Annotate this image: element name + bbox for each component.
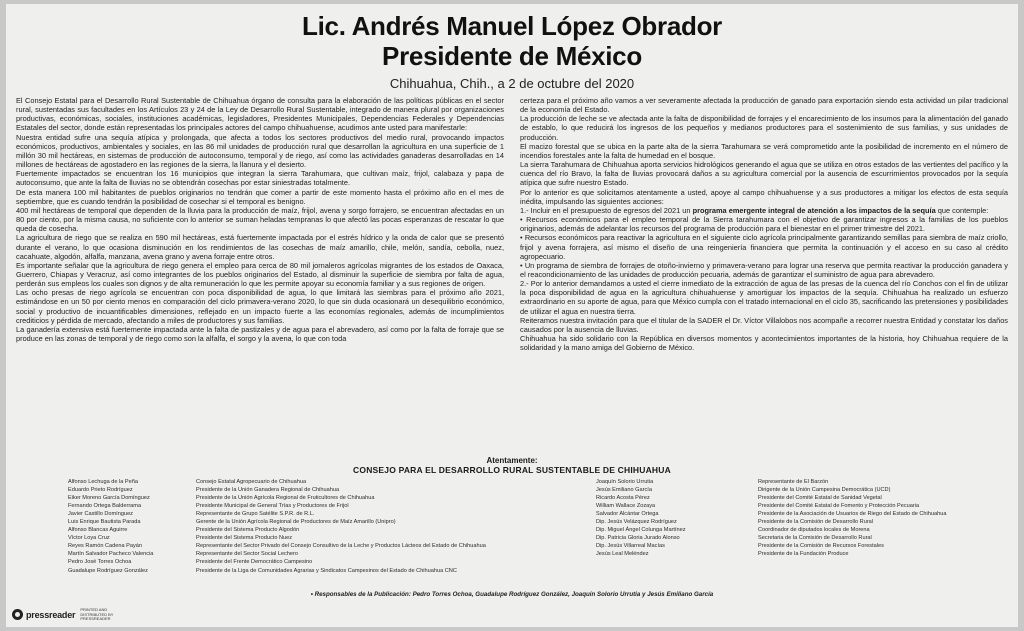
council-name: CONSEJO PARA EL DESARROLLO RURAL SUSTENTABLE DE CHIHUAHUA: [353, 465, 671, 475]
signatory-name: Jesús Emiliano García: [596, 487, 652, 494]
signatory-name: Dip. Jesús Villarreal Macías: [596, 543, 665, 550]
signatory-role: Secretaria de la Comisión de Desarrollo Rural: [758, 535, 872, 542]
signatory-roles-right: [758, 478, 946, 558]
signatory-name: Dip. Jesús Velázquez Rodríguez: [596, 519, 677, 526]
paragraph: Por lo anterior es que solicitamos atentamente a usted, apoye al campo chihuahuense y a sus productores a mitigar los efectos de esta sequía inédita, impulsando las siguientes acciones:: [520, 187, 1008, 206]
signatory-role: Representante del Sector Social Lechero: [196, 551, 298, 558]
signatory-role: Coordinador de diputados locales de Morena: [758, 527, 870, 534]
signatory-name: Martín Salvador Pacheco Valencia: [68, 551, 154, 558]
addressee-title: Presidente de México: [382, 41, 642, 71]
request-program-bold: programa emergente integral de atención a los impactos de la sequía: [692, 205, 936, 215]
paragraph: 400 mil hectáreas de temporal que dependen de la lluvia para la producción de maíz, frijol, avena y sorgo forrajero, se encuentran afectadas en un 80 por ciento, por la misma causa, no suficiente con lo anterior se suman heladas tempranas lo que afectó las pocas esperanzas de rescatar lo que queda de cosecha.: [16, 205, 504, 234]
signatory-name: Luis Enrique Bautista Parada: [68, 519, 141, 526]
signatory-role: Dirigente de la Unión Campesina Democrática (UCD): [758, 487, 891, 494]
signatory-name: Alfonso Blancas Aguirre: [68, 527, 128, 534]
paragraph: La ganadería extensiva está fuertemente impactada ante la falta de pastizales y de agua para el abrevadero, así como por la falta de forraje que se produce en las zonas de temporal y de riego como son la alfalfa, el sorgo y la avena, lo que con toda: [16, 324, 504, 344]
addressee-name: Lic. Andrés Manuel López Obrador: [302, 11, 722, 41]
signatory-name: Pedro José Torres Ochoa: [68, 559, 132, 566]
signatory-role: Presidente de la Fundación Produce: [758, 551, 849, 558]
bullet-paragraph: • Recursos económicos para el empleo temporal de la Sierra tarahumara con el objetivo de garantizar ingresos a la familias de los pueblos originarios, además de adelantar los recursos del programa de producción para el bienestar en el primer trimestre del 2021.: [520, 215, 1008, 234]
signatory-role: Presidente del Comité Estatal de Fomento y Protección Pecuaria: [758, 503, 920, 510]
signatory-role: Representante del Sector Privado del Consejo Consultivo de la Leche y Productos Lácteos del Estado de Chihuahua: [196, 543, 486, 550]
signatory-role: Presidente del Comité Estatal de Sanidad Vegetal: [758, 495, 882, 502]
pressreader-logo-text: pressreader: [26, 609, 76, 620]
paragraph: Las ocho presas de riego agrícola se encuentran con poca disponibilidad de agua, lo que limitará las siembras para el próximo año 2021, estimándose en un 50 por ciento menos en comparación del ciclo primavera-verano 2020, lo que sin duda ocasionará un desequilibrio económico, social y productivo de incuantificables dimensiones, reflejado en un impacto fuerte a las economías regionales, además de incumplimientos crediticios y pérdida de mercado, afectando a miles de productores y sus familias.: [16, 288, 504, 325]
signatory-name: Fernando Ortega Balderrama: [68, 503, 142, 510]
pressreader-logo[interactable]: [12, 608, 124, 622]
signatory-name: Alfonso Lechuga de la Peña: [68, 479, 138, 485]
signatory-name: Dip. Miguel Ángel Colunga Martínez: [596, 527, 686, 534]
signatory-name: Salvador Alcántar Ortega: [596, 511, 659, 518]
bullet-paragraph: • Un programa de siembra de forrajes de otoño-invierno y primavera-verano para lograr una reserva que permita reactivar la producción ganadera y el reacondicionamiento de las unidades de producción pecuaria, además de garantizar el suministro de agua para abrevadero.: [520, 260, 1008, 279]
request-tail: que contemple:: [935, 205, 989, 215]
signatory-role: Presidente de la Liga de Comunidades Agrarias y Sindicatos Campesinos del Estado de Chihuahua CNC: [196, 567, 457, 574]
signatory-role: Presidente de la Comisión de Desarrollo Rural: [758, 519, 874, 526]
left-column: [16, 96, 504, 343]
signatory-name: Eduardo Prieto Rodríguez: [68, 487, 133, 494]
signatory-role: Presidente de la Asociación de Usuarios de Riego del Estado de Chihuahua: [758, 511, 947, 518]
signatory-name: Guadalupe Rodríguez González: [68, 567, 148, 574]
signatory-role: Representante de Grupo Satélite S.P.R. de R.L.: [196, 511, 315, 518]
paragraph: La sierra Tarahumara de Chihuahua aporta servicios hidrológicos generando el agua que se utiliza en otros estados de las vertientes del pacífico y la cuenca del río Bravo, la falta de lluvias provocará daños a su agricultura comercial por la ausencia de escurrimientos provocados por la sequía atípica que sufre nuestro Estado.: [520, 160, 1008, 188]
paragraph: certeza para el próximo año vamos a ver severamente afectada la producción de ganado para exportación siendo esta actividad un pilar tradicional de la economía del Estado.: [520, 96, 1008, 115]
signatory-name: Ricardo Acosta Pérez: [596, 495, 650, 502]
closing-salutation: Atentamente:: [486, 456, 538, 465]
signatory-name: Eiker Moreno García Domínguez: [68, 495, 150, 502]
paragraph: Es importante señalar que la agricultura de riego genera el empleo para cerca de 80 mil jornaleros agrícolas migrantes de los estados de Oaxaca, Guerrero, Chiapas y Veracruz, así como integrantes de los pueblos originarios del Estado, al disminuir la superficie de siembra por falta de agua, perderán sus empleos los cuales son dignos y de alta remuneración lo que les permite apoyar su economía familiar y a sus regiones de origen.: [16, 260, 504, 289]
paragraph: Fuertemente impactados se encuentran los 16 municipios que integran la sierra Tarahumara, que cultivan maíz, frijol, calabaza y papa de autoconsumo, que ante la falta de lluvias no se obtendrán cosechas por estar siniestradas totalmente.: [16, 169, 504, 188]
signatory-name: Reyes Ramón Cadena Payán: [68, 543, 143, 550]
signatory-role: Presidente Municipal de General Trías y Productores de Frijol: [196, 503, 349, 510]
signatory-names-left: [68, 478, 153, 575]
signatory-name: William Wallace Zozaya: [596, 503, 656, 510]
paragraph: De esta manera 100 mil habitantes de pueblos originarios no tendrán que comer a partir de este momento hasta el próximo año en el mes de septiembre, que es cuando tendrán la posibilidad de cosechar si el temporal es benigno.: [16, 187, 504, 206]
signatory-role: Presidente de la Comisión de Recursos Forestales: [758, 543, 884, 550]
signatory-role: Presidente del Sistema Producto Nuez: [196, 535, 293, 542]
paragraph: El macizo forestal que se ubica en la parte alta de la sierra Tarahumara se verá comprometido ante la posibilidad de incremento en el número de incendios forestales ante la falta de humedad en el bosque.: [520, 141, 1008, 160]
signatory-role: Presidente de la Unión Agrícola Regional de Fruticultores de Chihuahua: [196, 495, 375, 502]
paragraph: El Consejo Estatal para el Desarrollo Rural Sustentable de Chihuahua órgano de consulta para la elaboración de las políticas públicas en el sector rural, sustentadas sus facultades en los Artículos 23 y 24 de la Ley de Desarrollo Rural Sustentable, integrado de manera plural por organizaciones productivas, económicas, sociales, instituciones académicas, legisladores, Presidentes Municipales, Dependencias Federales y Dependencias Estatales del sector, donde están representadas los principales actores del campo chihuahuense, acudimos ante usted para manifestarle:: [16, 96, 504, 133]
right-column: [520, 96, 1008, 352]
signatory-name: Joaquín Solorio Urrutia: [596, 479, 654, 485]
signatory-role: Presidente del Frente Democrático Campesino: [196, 559, 313, 566]
signatory-roles-left: [196, 478, 486, 575]
paragraph: Chihuahua ha sido solidario con la República en diversos momentos y acontecimientos importantes de la historia, hoy Chihuahua requiere de la solidaridad y la mano amiga del Gobierno de México.: [520, 334, 1008, 353]
signatory-name: Javier Castillo Domínguez: [68, 511, 133, 518]
signatory-role: Gerente de la Unión Agrícola Regional de Productores de Maíz Amarillo (Unipro): [196, 519, 396, 526]
paragraph: Nuestra entidad sufre una sequía atípica y prolongada, que afecta a todos los sectores productivos del medio rural, provocando impactos económicos, productivos, ambientales y sociales, en las 86 mil unidades de producción rural que desarrollan la agricultura en una superficie de 1 millón 30 mil hectáreas, en sistemas de producción de autoconsumo, temporal y de riego, así como las actividades ganaderas desarrolladas en 14 millones de hectáreas de agostadero en las regiones de la sierra, la llanura y el desierto.: [16, 132, 504, 170]
signatory-names-right: [596, 478, 686, 558]
bullet-paragraph: • Recursos económicos para reactivar la agricultura en el siguiente ciclo agrícola principalmente garantizando semillas para siembra de maíz criollo, frijol y avena forrajera, así mismo el diseño de una reingeniería financiera que permita la continuación y el acceso en su caso al crédito agropecuario.: [520, 233, 1008, 261]
signatory-name: Víctor Loya Cruz: [68, 535, 110, 542]
paragraph: La producción de leche se ve afectada ante la falta de disponibilidad de forrajes y el encarecimiento de los insumos para la alimentación del ganado de establo, lo que reducirá los ingresos de los pequeños y medianos productores para el sostenimiento de sus familias, y sus unidades de producción.: [520, 114, 1008, 142]
signatory-name: Dip. Patricia Gloria Jurado Alonso: [596, 535, 680, 542]
pressreader-tagline: PRINTED AND DISTRIBUTED BY PRESSREADER: [80, 607, 114, 621]
request-paragraph: [520, 206, 1008, 215]
pressreader-icon: [12, 609, 23, 620]
paragraph: La agricultura de riego que se realiza en 590 mil hectáreas, está fuertemente impactada por el estrés hídrico y la onda de calor que se presentó durante el verano, lo que ocasiona disminución en los rendimientos de las cosechas de maíz amarillo, chile, melón, sandía, cebolla, nuez, cacahuate, algodón, alfalfa, manzana, avena grano y avena forraje entre otros.: [16, 233, 504, 261]
signatory-role: Consejo Estatal Agropecuario de Chihuahua: [196, 479, 307, 485]
request-lead: 1.- Incluir en el presupuesto de egresos del 2021 un: [520, 205, 693, 215]
signatory-role: Presidente del Sistema Producto Algodón: [196, 527, 300, 534]
paragraph: Reiteramos nuestra invitación para que el titular de la SADER el Dr. Víctor Villalobos nos acompañe a recorrer nuestra Entidad y constatar los daños causados por la ausencia de lluvias.: [520, 315, 1008, 334]
signatory-role: Presidente de la Unión Ganadera Regional de Chihuahua: [196, 487, 340, 494]
signatory-name: Jesús Leal Meléndez: [596, 551, 649, 558]
paragraph: 2.- Por lo anterior demandamos a usted el cierre inmediato de la extracción de agua de las presas de la cuenca del río Conchos con el fin de utilizar la poca disponibilidad de agua en la agricultura chihuahuense y amortiguar los impactos de la sequía. Chihuahua ha realizado un esfuerzo extraordinario en su aporte de agua, para que México cumpla con el tratado internacional en el ciclo 35, sacrificando las pretensiones y posibilidades de utilizar el agua en nuestra tierra.: [520, 279, 1008, 316]
newspaper-page: [6, 4, 1018, 627]
dateline: Chihuahua, Chih., a 2 de octubre del 2020: [389, 76, 635, 91]
publication-responsibles: • Responsables de la Publicación: Pedro Torres Ochoa, Guadalupe Rodríguez González, Joaquín Solorio Urrutia y Jesús Emiliano García: [310, 591, 714, 598]
signatory-role: Representante de El Barzón: [758, 479, 829, 485]
